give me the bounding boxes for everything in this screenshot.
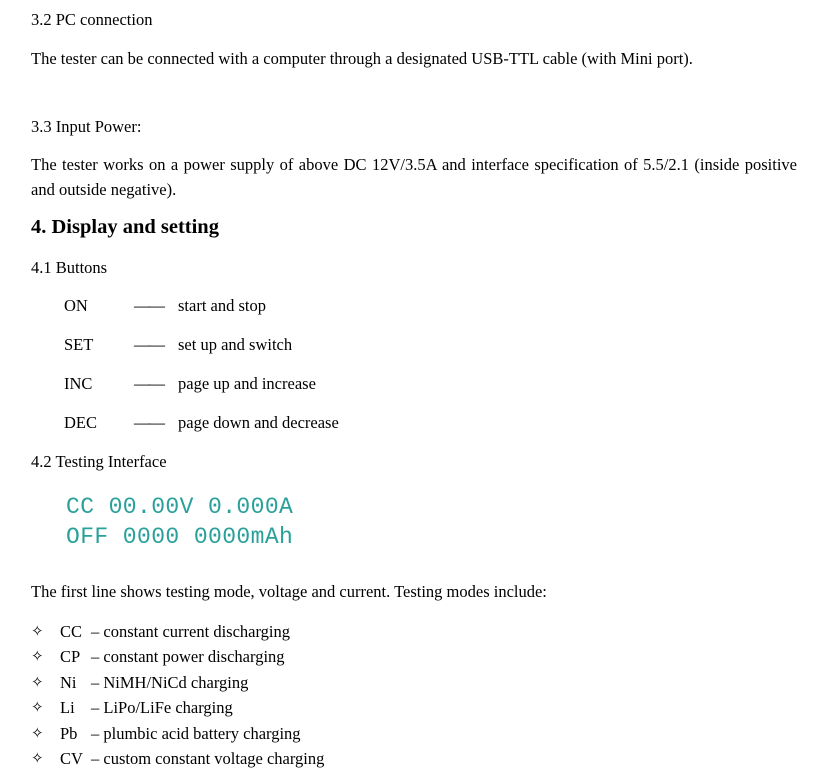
button-description: page down and decrease	[178, 413, 339, 432]
button-description: set up and switch	[178, 335, 293, 354]
diamond-star-bullet-icon: ✧	[31, 698, 44, 716]
button-dash: ——	[134, 296, 163, 315]
section-4-2-heading: 4.2 Testing Interface	[31, 452, 167, 471]
mode-description: – NiMH/NiCd charging	[91, 673, 249, 692]
mode-description: – LiPo/LiFe charging	[91, 698, 233, 717]
diamond-star-bullet-icon: ✧	[31, 724, 44, 742]
mode-description: – plumbic acid battery charging	[91, 724, 301, 743]
first-line-description: The first line shows testing mode, voltage and current. Testing modes include:	[31, 582, 547, 601]
pc-connection-paragraph: The tester can be connected with a computer through a designated USB-TTL cable (with Mini port).	[31, 49, 693, 68]
lcd-line-1: CC 00.00V 0.000A	[66, 494, 294, 520]
section-4-1-heading: 4.1 Buttons	[31, 258, 108, 277]
section-3-3-heading: 3.3 Input Power:	[31, 117, 142, 136]
mode-code: Ni	[60, 673, 77, 692]
mode-description: – constant current discharging	[91, 622, 291, 641]
button-description: page up and increase	[178, 374, 316, 393]
button-description: start and stop	[178, 296, 266, 315]
mode-code: CV	[60, 749, 83, 768]
section-3-2-heading: 3.2 PC connection	[31, 10, 153, 29]
mode-code: CC	[60, 622, 83, 641]
button-name: SET	[64, 335, 94, 354]
mode-code: CP	[60, 647, 81, 666]
section-4-heading: 4. Display and setting	[31, 216, 219, 238]
button-dash: ——	[134, 335, 163, 354]
button-dash: ——	[134, 413, 163, 432]
diamond-star-bullet-icon: ✧	[31, 749, 44, 767]
mode-description: – custom constant voltage charging	[91, 749, 325, 768]
button-name: DEC	[64, 413, 97, 432]
lcd-line-2: OFF 0000 0000mAh	[66, 524, 294, 550]
diamond-star-bullet-icon: ✧	[31, 647, 44, 665]
input-power-paragraph: The tester works on a power supply of above DC 12V/3.5A and interface specification of 5.5/2.1 (inside positive and outside negative).	[31, 155, 797, 199]
diamond-star-bullet-icon: ✧	[31, 673, 44, 691]
mode-code: Li	[60, 698, 75, 717]
diamond-star-bullet-icon: ✧	[31, 622, 44, 640]
button-dash: ——	[134, 374, 163, 393]
button-name: ON	[64, 296, 88, 315]
mode-description: – constant power discharging	[91, 647, 285, 666]
mode-code: Pb	[60, 724, 78, 743]
button-name: INC	[64, 374, 93, 393]
